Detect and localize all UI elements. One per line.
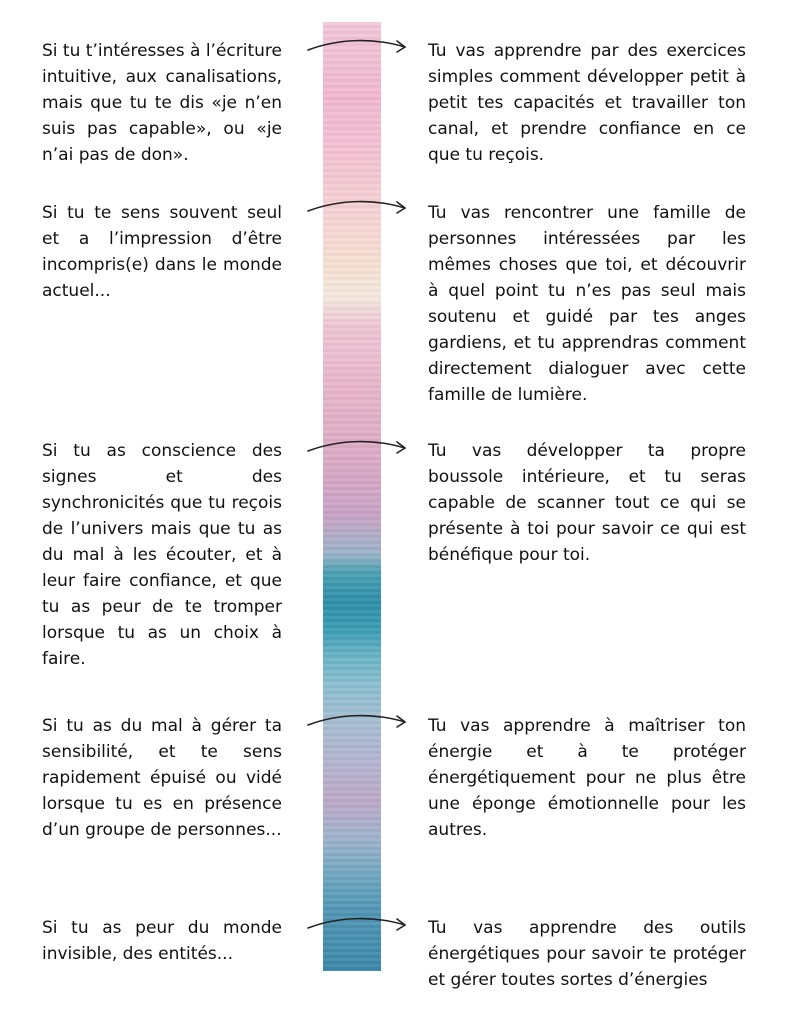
arrow-icon (305, 437, 410, 459)
left-paragraph-4: Si tu as du mal à gérer ta sensibilité, et te sens rapidement épuisé ou vidé lorsque tu es en présence d’un groupe de personnes... (42, 716, 282, 840)
arrow-icon (305, 711, 410, 733)
right-paragraph-4: Tu vas apprendre à maîtriser ton énergie et à te protéger énergétiquement pour ne plus être une éponge émotionnelle pour les autres. (428, 716, 746, 840)
right-paragraph-2: Tu vas rencontrer une famille de personnes intéressées par les mêmes choses que toi, et découvrir à quel point tu n’es pas seul mais soutenu et guidé par tes anges gardiens, et tu apprendras comment directement dialoguer avec cette famille de lumière. (428, 203, 746, 405)
left-paragraph-2: Si tu te sens souvent seul et a l’impression d’être incompris(e) dans le monde actuel... (42, 203, 282, 301)
ocean-photo-strip (323, 22, 381, 971)
right-paragraph-5: Tu vas apprendre des outils énergétiques pour savoir te protéger et gérer toutes sortes d’énergies (428, 918, 746, 990)
arrow-icon (305, 36, 410, 58)
arrow-icon (305, 914, 410, 936)
arrow-icon (305, 197, 410, 219)
left-paragraph-5: Si tu as peur du monde invisible, des entités... (42, 918, 282, 964)
right-paragraph-1: Tu vas apprendre par des exercices simples comment développer petit à petit tes capacités et travailler ton canal, et prendre confiance en ce que tu reçois. (428, 41, 746, 165)
left-paragraph-3: Si tu as conscience des signes et des synchronicités que tu reçois de l’univers mais que tu as du mal à les écouter, et à leur faire confiance, et que tu as peur de te tromper lorsque tu as un choix à faire. (42, 441, 282, 669)
right-paragraph-3: Tu vas développer ta propre boussole intérieure, et tu seras capable de scanner tout ce qui se présente à toi pour savoir ce qui est bénéfique pour toi. (428, 441, 746, 565)
left-paragraph-1: Si tu t’intéresses à l’écriture intuitive, aux canalisations, mais que tu te dis «je n’en suis pas capable», ou «je n’ai pas de don». (42, 41, 282, 165)
